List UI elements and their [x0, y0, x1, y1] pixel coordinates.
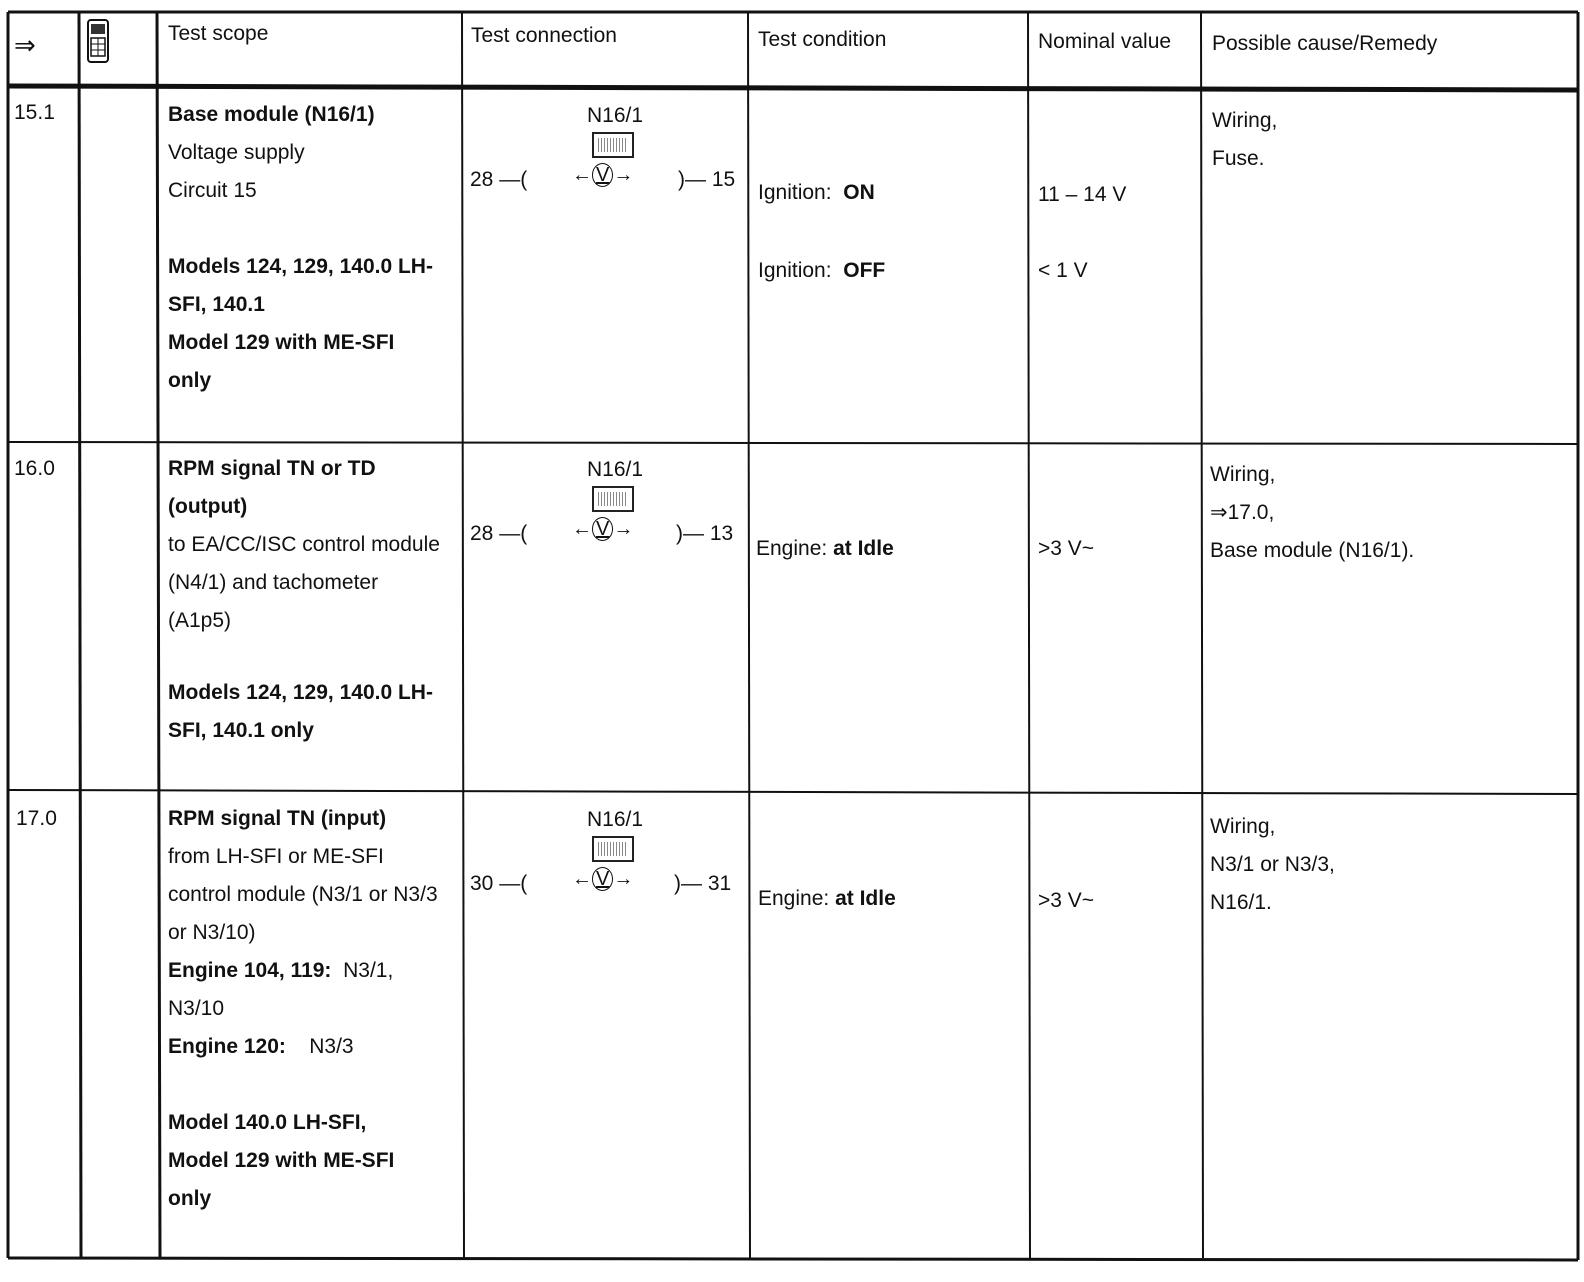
remedy-cell — [1210, 808, 1335, 922]
nominal-value: 11 – 14 V — [1038, 183, 1127, 206]
scope-title: Base module (N16/1) — [168, 103, 375, 126]
scope-model-line: Model 129 with ME-SFI — [168, 331, 395, 354]
scope-title: RPM signal TN or TD — [168, 457, 376, 480]
arrow-header: ⇒ — [14, 30, 36, 60]
test-scope-cell — [168, 96, 458, 400]
scope-model-line: Model 129 with ME-SFI — [168, 1149, 395, 1172]
voltmeter-connection — [470, 458, 760, 578]
voltmeter-icon: ← V → — [572, 164, 634, 186]
pin-left: 30 —( — [470, 872, 528, 895]
engine-line: N3/10 — [168, 997, 225, 1020]
scope-line: from LH-SFI or ME-SFI — [168, 845, 384, 868]
voltmeter-icon: ← V → — [572, 518, 634, 540]
remedy-line: Wiring, — [1212, 109, 1278, 132]
header-test-connection: Test connection — [471, 24, 617, 47]
connector-icon — [592, 132, 634, 158]
scope-title: (output) — [168, 495, 248, 518]
scope-line: or N3/10) — [168, 921, 256, 944]
engine-line: Engine 104, 119: N3/1, — [168, 959, 394, 982]
header-nominal-value: Nominal value — [1038, 30, 1172, 53]
connector-icon — [592, 486, 634, 512]
remedy-cell — [1210, 456, 1414, 570]
scope-line: Circuit 15 — [168, 179, 257, 202]
pin-right: )— 15 — [678, 168, 736, 191]
scope-model-line: SFI, 140.1 — [168, 293, 265, 316]
connector-icon — [592, 836, 634, 862]
scope-line: Voltage supply — [168, 141, 305, 164]
scope-title: RPM signal TN (input) — [168, 807, 387, 830]
scope-line: (N4/1) and tachometer — [168, 571, 379, 594]
connector-label: N16/1 — [586, 458, 644, 481]
test-condition: Engine: at Idle — [756, 537, 894, 560]
pin-right: )— 31 — [674, 872, 732, 895]
test-condition: Ignition: OFF — [758, 259, 886, 282]
test-condition: Engine: at Idle — [758, 887, 896, 910]
remedy-cell — [1212, 102, 1277, 178]
header-remedy: Possible cause/Remedy — [1212, 32, 1438, 55]
scope-model-line: Models 124, 129, 140.0 LH- — [168, 255, 433, 278]
remedy-line: ⇒17.0, — [1210, 501, 1275, 524]
row-number: 15.1 — [14, 101, 55, 124]
remedy-line: Base module (N16/1). — [1210, 539, 1415, 562]
pin-right: )— 13 — [676, 522, 734, 545]
nominal-value: >3 V~ — [1038, 537, 1095, 560]
scope-line: to EA/CC/ISC control module — [168, 533, 440, 556]
test-scope-cell — [168, 800, 458, 1218]
engine-line: Engine 120: N3/3 — [168, 1035, 354, 1058]
test-condition: Ignition: ON — [758, 181, 875, 204]
scope-line: (A1p5) — [168, 609, 232, 632]
remedy-line: Fuse. — [1212, 147, 1265, 170]
header-test-condition: Test condition — [758, 28, 887, 51]
scope-model-line: only — [168, 1187, 212, 1210]
voltmeter-connection — [470, 808, 760, 928]
pin-left: 28 —( — [470, 168, 528, 191]
remedy-line: N3/1 or N3/3, — [1210, 853, 1335, 876]
tester-icon — [86, 18, 112, 66]
row-number: 17.0 — [16, 807, 57, 830]
row-number: 16.0 — [14, 457, 55, 480]
voltmeter-connection — [470, 104, 760, 224]
pin-left: 28 —( — [470, 522, 528, 545]
scope-line: control module (N3/1 or N3/3 — [168, 883, 438, 906]
connector-label: N16/1 — [586, 808, 644, 831]
remedy-line: Wiring, — [1210, 815, 1276, 838]
header-test-scope: Test scope — [168, 22, 269, 45]
scope-model-line: SFI, 140.1 only — [168, 719, 314, 742]
scope-model-line: Model 140.0 LH-SFI, — [168, 1111, 367, 1134]
voltmeter-icon: ← V → — [572, 868, 634, 890]
test-scope-cell — [168, 450, 458, 750]
nominal-value: >3 V~ — [1038, 889, 1095, 912]
scope-model-line: only — [168, 369, 212, 392]
nominal-value: < 1 V — [1038, 259, 1088, 282]
remedy-line: Wiring, — [1210, 463, 1276, 486]
scope-model-line: Models 124, 129, 140.0 LH- — [168, 681, 433, 704]
remedy-line: N16/1. — [1210, 891, 1272, 914]
connector-label: N16/1 — [586, 104, 644, 127]
